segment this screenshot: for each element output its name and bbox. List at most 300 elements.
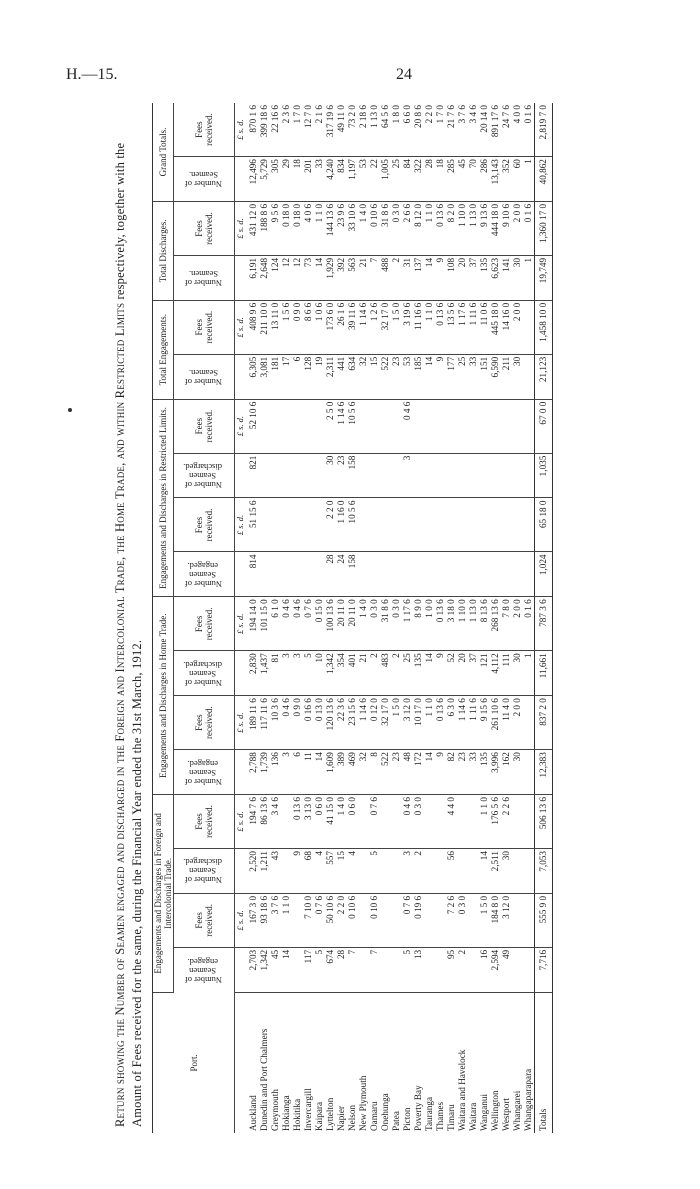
seamen-count-cell: 1,342 — [259, 947, 270, 992]
fees-cell — [369, 399, 380, 453]
seamen-count-cell — [501, 453, 512, 498]
fees-cell — [424, 795, 435, 849]
fees-cell: 41 15 0 — [325, 795, 336, 849]
table-body — [235, 103, 553, 1133]
fees-cell: 101 15 0 — [259, 597, 270, 651]
fees-cell: 0 13 0 — [314, 696, 325, 750]
seamen-count-cell: 6,305 — [246, 354, 259, 399]
fees-cell: 0 3 0 — [457, 893, 468, 947]
fees-cell: 1 8 0 — [391, 103, 402, 157]
seamen-count-cell — [468, 947, 479, 992]
seamen-count-cell — [512, 453, 523, 498]
seamen-count-cell — [523, 354, 535, 399]
seamen-count-cell: 14 — [479, 849, 490, 894]
return-table — [152, 103, 553, 1133]
table-row — [325, 103, 336, 1133]
seamen-count-cell: 13,143 — [490, 157, 501, 202]
foreign-group-header: Engagements and Discharges in Foreign and Intercolonial Trade. — [153, 795, 174, 993]
fees-cell — [479, 498, 490, 552]
seamen-count-cell — [292, 552, 303, 597]
table-row — [512, 103, 523, 1133]
fees-cell: 73 2 0 — [347, 103, 358, 157]
port-name: Waitara — [468, 1102, 478, 1131]
fees-cell — [523, 399, 535, 453]
seamen-count-cell: 1,739 — [259, 750, 270, 795]
seamen-count-cell — [391, 453, 402, 498]
fees-cell: 1 1 0 — [281, 893, 292, 947]
seamen-count-cell: 24 — [336, 552, 347, 597]
fees-cell: 49 11 0 — [336, 103, 347, 157]
fees-cell: 1 7 0 — [435, 103, 446, 157]
fees-cell: 31 8 6 — [380, 597, 391, 651]
seamen-count-cell: 56 — [446, 849, 457, 894]
fees-cell — [259, 399, 270, 453]
fees-cell: 0 13 6 — [435, 696, 446, 750]
seamen-count-cell — [292, 453, 303, 498]
fees-cell: 787 3 6 — [535, 597, 553, 651]
table-row — [358, 103, 369, 1133]
seamen-count-cell: 5,729 — [259, 157, 270, 202]
seamen-count-cell: 19,749 — [535, 255, 553, 300]
seamen-count-cell: 95 — [446, 947, 457, 992]
fees-cell: 8 6 6 — [303, 300, 314, 354]
table-row — [259, 103, 270, 1133]
seamen-count-cell: 23 — [457, 750, 468, 795]
col-header: Fees received. — [174, 103, 235, 157]
fees-cell — [413, 498, 424, 552]
fees-cell: 1 4 0 — [358, 597, 369, 651]
fees-cell: 86 13 6 — [259, 795, 270, 849]
fees-cell: 176 5 6 — [490, 795, 501, 849]
seamen-count-cell: 563 — [347, 255, 358, 300]
seamen-count-cell: 469 — [347, 750, 358, 795]
seamen-count-cell: 151 — [479, 354, 490, 399]
fees-cell: 0 4 6 — [281, 696, 292, 750]
fees-cell: 1 1 0 — [314, 201, 325, 255]
seamen-count-cell: 31 — [402, 255, 413, 300]
seamen-count-cell: 40,862 — [535, 157, 553, 202]
fees-cell: 13 5 6 — [446, 300, 457, 354]
seamen-count-cell — [435, 947, 446, 992]
fees-cell: 3 7 6 — [457, 103, 468, 157]
seamen-count-cell — [457, 849, 468, 894]
units-cell: £ s. d. — [235, 399, 247, 453]
seamen-count-cell: 634 — [347, 354, 358, 399]
port-name: Nelson — [347, 1104, 357, 1131]
fees-cell: 51 15 6 — [246, 498, 259, 552]
seamen-count-cell: 354 — [336, 651, 347, 696]
fees-cell: 3 12 0 — [402, 696, 413, 750]
fees-cell: 2 0 0 — [512, 201, 523, 255]
fees-cell: 39 11 6 — [347, 300, 358, 354]
seamen-count-cell: 1,197 — [347, 157, 358, 202]
fees-cell — [424, 498, 435, 552]
seamen-count-cell — [314, 453, 325, 498]
seamen-count-cell: 483 — [380, 651, 391, 696]
seamen-count-cell: 12,496 — [246, 157, 259, 202]
fees-cell: 20 8 6 — [413, 103, 424, 157]
fees-cell: 0 13 6 — [435, 300, 446, 354]
restricted-group-header: Engagements and Discharges in Restricted Limits. — [153, 399, 174, 597]
seamen-count-cell — [446, 552, 457, 597]
fees-cell — [391, 399, 402, 453]
seamen-count-cell — [380, 849, 391, 894]
fees-cell: 22 3 6 — [336, 696, 347, 750]
table-row — [270, 103, 281, 1133]
seamen-count-cell: 201 — [303, 157, 314, 202]
seamen-count-cell: 2,594 — [490, 947, 501, 992]
total-engagements-header: Total Engagements. — [153, 300, 174, 399]
fees-cell: 0 18 0 — [292, 201, 303, 255]
fees-cell: 3 18 0 — [446, 597, 457, 651]
seamen-count-cell: 7 — [347, 947, 358, 992]
fees-cell — [292, 399, 303, 453]
seamen-count-cell: 23 — [336, 453, 347, 498]
units-cell: £ s. d. — [235, 103, 247, 157]
seamen-count-cell: 25 — [402, 651, 413, 696]
seamen-count-cell: 522 — [380, 750, 391, 795]
fees-cell — [303, 399, 314, 453]
fees-cell: 7 10 0 — [303, 893, 314, 947]
seamen-count-cell — [380, 552, 391, 597]
table-row — [347, 103, 358, 1133]
fees-cell: 7 2 6 — [446, 893, 457, 947]
units-cell: £ s. d. — [235, 300, 247, 354]
seamen-count-cell — [380, 947, 391, 992]
seamen-count-cell: 23 — [391, 750, 402, 795]
port-name: Thames — [435, 1101, 445, 1131]
seamen-count-cell: 7,053 — [535, 849, 553, 894]
port-header: Port. — [153, 992, 235, 1133]
fees-cell — [446, 498, 457, 552]
title-smallcaps: Return showing the Number of Seamen engaged and discharged in the Foreign and Intercolonial Trade, the Home Trade, and within Restricted Limits — [113, 302, 127, 1127]
fees-cell — [523, 300, 535, 354]
fees-cell: 2 0 0 — [512, 300, 523, 354]
fees-cell: 891 17 6 — [490, 103, 501, 157]
seamen-count-cell: 84 — [402, 157, 413, 202]
col-header: Fees received. — [174, 893, 235, 947]
fees-cell: 3 4 6 — [468, 103, 479, 157]
totals-label: Totals — [535, 992, 553, 1133]
seamen-count-cell: 488 — [380, 255, 391, 300]
seamen-count-cell: 3 — [281, 750, 292, 795]
seamen-count-cell: 22 — [369, 157, 380, 202]
fees-cell — [512, 893, 523, 947]
fees-cell: 1 0 6 — [314, 300, 325, 354]
seamen-count-cell: 7 — [369, 255, 380, 300]
fees-cell: 0 4 6 — [402, 399, 413, 453]
table-row — [246, 103, 259, 1133]
fees-cell — [314, 498, 325, 552]
port-name: Wanganui — [479, 1093, 489, 1131]
fees-cell: 100 13 6 — [325, 597, 336, 651]
fees-cell — [281, 795, 292, 849]
seamen-count-cell: 53 — [358, 157, 369, 202]
fees-cell: 2 2 0 — [325, 498, 336, 552]
seamen-count-cell: 68 — [303, 849, 314, 894]
seamen-count-cell: 135 — [479, 255, 490, 300]
seamen-count-cell: 392 — [336, 255, 347, 300]
seamen-count-cell: 2,520 — [246, 849, 259, 894]
fees-cell — [435, 795, 446, 849]
fees-cell: 1 2 6 — [369, 300, 380, 354]
fees-cell: 6 6 0 — [402, 103, 413, 157]
fees-cell: 4 0 6 — [303, 201, 314, 255]
seamen-count-cell: 211 — [501, 354, 512, 399]
fees-cell: 1 13 0 — [468, 201, 479, 255]
seamen-count-cell — [523, 947, 535, 992]
seamen-count-cell: 28 — [325, 552, 336, 597]
fees-cell: 1 1 0 — [424, 201, 435, 255]
fees-cell: 506 13 6 — [535, 795, 553, 849]
fees-cell: 1,458 10 0 — [535, 300, 553, 354]
table-row — [336, 103, 347, 1133]
seamen-count-cell: 111 — [501, 651, 512, 696]
port-name: Westport — [501, 1098, 511, 1131]
fees-cell: 1 17 6 — [457, 300, 468, 354]
fees-cell: 1 1 0 — [424, 696, 435, 750]
table-row — [523, 103, 535, 1133]
fees-cell: 2 2 6 — [501, 795, 512, 849]
port-name: Picton — [402, 1107, 412, 1131]
seamen-count-cell — [270, 552, 281, 597]
seamen-count-cell: 4 — [314, 849, 325, 894]
units-row — [235, 103, 247, 1133]
seamen-count-cell: 1,024 — [535, 552, 553, 597]
fees-cell: 6 3 0 — [446, 696, 457, 750]
seamen-count-cell — [512, 947, 523, 992]
fees-cell — [490, 498, 501, 552]
fees-cell: 268 13 6 — [490, 597, 501, 651]
seamen-count-cell: 32 — [358, 750, 369, 795]
seamen-count-cell — [380, 453, 391, 498]
fees-cell: 0 3 0 — [369, 597, 380, 651]
seamen-count-cell: 1,211 — [259, 849, 270, 894]
seamen-count-cell: 1,005 — [380, 157, 391, 202]
fees-cell: 9 15 6 — [479, 696, 490, 750]
fees-cell: 9 5 6 — [270, 201, 281, 255]
seamen-count-cell: 10 — [314, 651, 325, 696]
fees-cell — [358, 893, 369, 947]
fees-cell — [402, 498, 413, 552]
seamen-count-cell — [292, 947, 303, 992]
table-row — [380, 103, 391, 1133]
seamen-count-cell — [523, 750, 535, 795]
fees-cell: 0 7 6 — [314, 893, 325, 947]
margin-dot — [68, 408, 72, 412]
seamen-count-cell: 2,311 — [325, 354, 336, 399]
fees-cell: 167 3 0 — [246, 893, 259, 947]
fees-cell — [380, 498, 391, 552]
fees-cell: 23 15 6 — [347, 696, 358, 750]
fees-cell — [380, 795, 391, 849]
seamen-count-cell: 9 — [435, 651, 446, 696]
fees-cell: 1 4 0 — [336, 795, 347, 849]
fees-cell: 0 1 6 — [523, 103, 535, 157]
seamen-count-cell: 1,342 — [325, 651, 336, 696]
fees-cell: 211 10 0 — [259, 300, 270, 354]
fees-cell — [369, 498, 380, 552]
seamen-count-cell: 6 — [292, 750, 303, 795]
fees-cell: 0 12 0 — [369, 696, 380, 750]
seamen-count-cell — [358, 552, 369, 597]
port-name: Invercargill — [303, 1088, 313, 1131]
fees-cell — [281, 498, 292, 552]
fees-cell: 10 3 6 — [270, 696, 281, 750]
fees-cell: 2 18 6 — [358, 103, 369, 157]
fees-cell — [501, 399, 512, 453]
units-cell: £ s. d. — [235, 795, 247, 849]
fees-cell: 0 4 6 — [402, 795, 413, 849]
fees-cell: 0 13 6 — [435, 597, 446, 651]
seamen-count-cell: 557 — [325, 849, 336, 894]
seamen-count-cell: 1,609 — [325, 750, 336, 795]
fees-cell: 317 19 6 — [325, 103, 336, 157]
col-header: Fees received. — [174, 597, 235, 651]
port-name: Poverty Bay — [413, 1085, 423, 1131]
fees-cell — [490, 399, 501, 453]
col-header: Fees received. — [174, 696, 235, 750]
total-discharges-header: Total Discharges. — [153, 201, 174, 300]
fees-cell: 32 17 0 — [380, 696, 391, 750]
seamen-count-cell: 158 — [347, 453, 358, 498]
fees-cell: 0 4 6 — [281, 597, 292, 651]
seamen-count-cell: 14 — [424, 750, 435, 795]
seamen-count-cell: 6,191 — [246, 255, 259, 300]
seamen-count-cell: 2 — [457, 947, 468, 992]
seamen-count-cell: 2 — [413, 849, 424, 894]
fees-cell: 1 11 6 — [468, 300, 479, 354]
home-group-header: Engagements and Discharges in Home Trade. — [153, 597, 174, 795]
seamen-count-cell — [259, 552, 270, 597]
seamen-count-cell: 3 — [281, 651, 292, 696]
col-header: Number of Seamen. — [174, 255, 235, 300]
port-name: Oamaru — [369, 1101, 379, 1131]
fees-cell: 2,819 7 0 — [535, 103, 553, 157]
seamen-count-cell: 4,240 — [325, 157, 336, 202]
fees-cell — [424, 893, 435, 947]
seamen-count-cell — [281, 453, 292, 498]
seamen-count-cell — [281, 552, 292, 597]
fees-cell: 10 5 6 — [347, 498, 358, 552]
fees-cell — [292, 498, 303, 552]
seamen-count-cell: 14 — [424, 255, 435, 300]
fees-cell: 26 1 6 — [336, 300, 347, 354]
fees-cell — [270, 498, 281, 552]
fees-cell — [523, 498, 535, 552]
fees-cell — [468, 498, 479, 552]
seamen-count-cell: 14 — [424, 354, 435, 399]
port-name: Whangaparapara — [523, 1068, 533, 1131]
seamen-count-cell — [468, 849, 479, 894]
seamen-count-cell — [512, 552, 523, 597]
seamen-count-cell: 30 — [512, 354, 523, 399]
table-row — [424, 103, 435, 1133]
seamen-count-cell: 389 — [336, 750, 347, 795]
seamen-count-cell: 172 — [413, 750, 424, 795]
table-row — [303, 103, 314, 1133]
col-header: Number of Seamen engaged. — [174, 750, 235, 795]
seamen-count-cell: 70 — [468, 157, 479, 202]
seamen-count-cell — [424, 552, 435, 597]
fees-cell: 1 14 6 — [457, 696, 468, 750]
fees-cell — [259, 498, 270, 552]
fees-cell: 261 10 6 — [490, 696, 501, 750]
seamen-count-cell: 14 — [281, 947, 292, 992]
page-number: 24 — [396, 66, 412, 83]
fees-cell — [435, 399, 446, 453]
fees-cell: 8 13 6 — [479, 597, 490, 651]
col-header: Number of Seamen engaged. — [174, 947, 235, 992]
seamen-count-cell: 25 — [457, 354, 468, 399]
fees-cell: 9 10 6 — [501, 201, 512, 255]
seamen-count-cell — [523, 849, 535, 894]
fees-cell: 7 8 0 — [501, 597, 512, 651]
seamen-count-cell: 12 — [281, 255, 292, 300]
seamen-count-cell: 3 — [402, 849, 413, 894]
seamen-count-cell: 2,648 — [259, 255, 270, 300]
fees-cell: 117 11 6 — [259, 696, 270, 750]
seamen-count-cell: 21,123 — [535, 354, 553, 399]
fees-cell — [512, 399, 523, 453]
seamen-count-cell: 305 — [270, 157, 281, 202]
fees-cell: 67 0 0 — [535, 399, 553, 453]
fees-cell: 23 9 6 — [336, 201, 347, 255]
fees-cell: 33 10 6 — [347, 201, 358, 255]
fees-cell: 0 7 6 — [303, 597, 314, 651]
seamen-count-cell: 128 — [303, 354, 314, 399]
fees-cell: 0 3 0 — [413, 795, 424, 849]
seamen-count-cell: 286 — [479, 157, 490, 202]
fees-cell: 1 0 0 — [424, 597, 435, 651]
units-cell: £ s. d. — [235, 201, 247, 255]
fees-cell: 0 4 6 — [292, 597, 303, 651]
table-row — [413, 103, 424, 1133]
seamen-count-cell: 15 — [336, 849, 347, 894]
seamen-count-cell: 37 — [468, 255, 479, 300]
seamen-count-cell: 5 — [303, 651, 314, 696]
table-row — [314, 103, 325, 1133]
fees-cell: 408 9 6 — [246, 300, 259, 354]
seamen-count-cell — [270, 453, 281, 498]
seamen-count-cell: 16 — [479, 947, 490, 992]
fees-cell: 1 1 0 — [479, 795, 490, 849]
seamen-count-cell — [391, 947, 402, 992]
seamen-count-cell: 48 — [402, 750, 413, 795]
col-header: Fees received. — [174, 498, 235, 552]
seamen-count-cell: 9 — [435, 255, 446, 300]
port-name: Wellington — [490, 1090, 500, 1131]
seamen-count-cell — [468, 453, 479, 498]
seamen-count-cell: 5 — [402, 947, 413, 992]
fees-cell: 21 7 6 — [446, 103, 457, 157]
seamen-count-cell: 185 — [413, 354, 424, 399]
fees-cell: 144 13 6 — [325, 201, 336, 255]
seamen-count-cell — [413, 453, 424, 498]
seamen-count-cell: 3 — [292, 651, 303, 696]
seamen-count-cell: 162 — [501, 750, 512, 795]
seamen-count-cell: 12 — [292, 255, 303, 300]
port-name: Dunedin and Port Chalmers — [259, 1028, 269, 1131]
seamen-count-cell — [457, 552, 468, 597]
fees-cell: 1 4 0 — [358, 201, 369, 255]
fees-cell — [380, 893, 391, 947]
fees-cell: 9 13 6 — [479, 201, 490, 255]
port-name: Kaipara — [314, 1101, 324, 1131]
seamen-count-cell: 81 — [270, 651, 281, 696]
seamen-count-cell — [523, 453, 535, 498]
fees-cell — [523, 795, 535, 849]
